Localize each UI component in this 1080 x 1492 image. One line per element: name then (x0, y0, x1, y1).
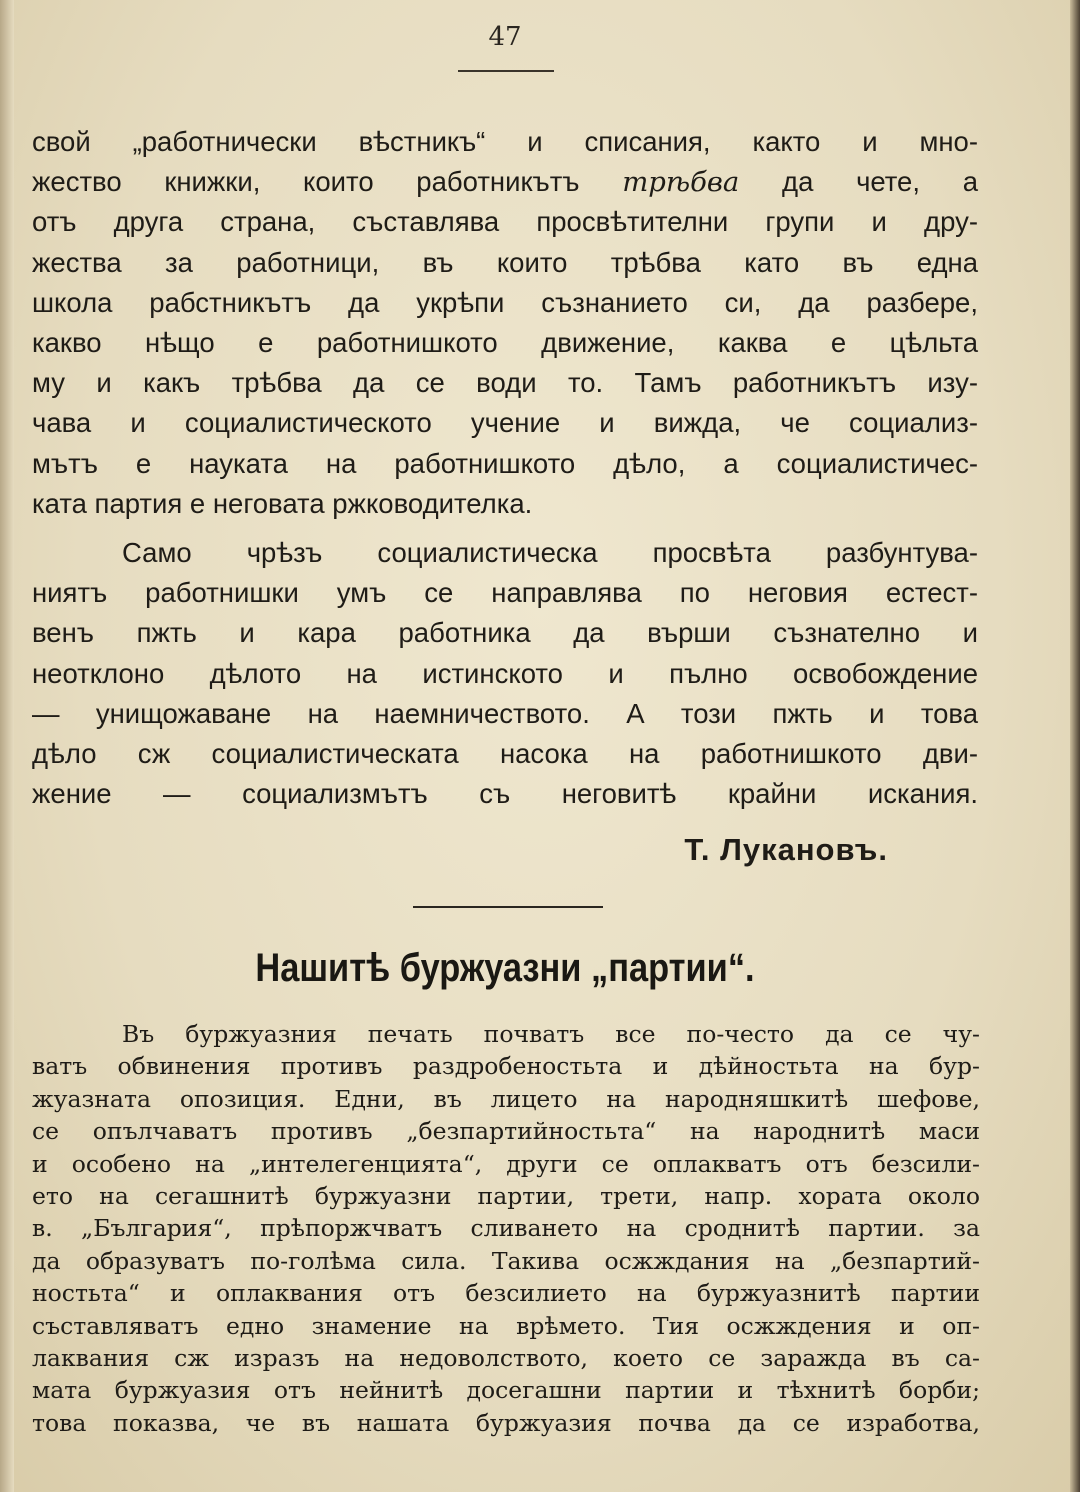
text-line: ката партия е неговата ржководителка. (32, 487, 533, 519)
paragraph-gap (32, 524, 978, 533)
text-fragment: жество книжки, които работникътъ (32, 166, 623, 198)
author-signature: Т. Лукановъ. (684, 832, 888, 867)
text-line: свой „работнически вѣстникъ“ и списания, както и мно- (32, 126, 978, 157)
text-line: чава и социалистическото учение и вижда, че социализ- (32, 407, 978, 439)
text-line: мътъ е науката на работнишкото дѣло, а социалистичес- (32, 447, 978, 479)
text-line: школа рабстникътъ да укрѣпи съзнанието си, да разбере, (32, 286, 978, 318)
text-line: Въ буржуазния печать почватъ все по-често да се чу- (122, 1020, 980, 1048)
article-heading: Нашитѣ буржуазни „партии“. (255, 946, 755, 990)
text-line: и особено на „интелегенцията“, други се оплакватъ отъ безсили- (32, 1149, 980, 1178)
text-line: неотклоно дѣлото на истинското и пълно освобождение (32, 657, 978, 689)
text-line: да образуватъ по-голѣма сила. Такива осжждания на „безпартий- (32, 1246, 980, 1275)
text-line: жуазната опозиция. Едни, въ лицето на народняшкитѣ шефове, (32, 1084, 980, 1113)
text-line: венъ пжть и кара работника да върши съзнателно и (32, 617, 978, 649)
text-line: ето на сегашнитѣ буржуазни партии, трети, напр. хората около (32, 1182, 980, 1211)
text-line: отъ друга страна, съставлява просвѣтителни групи и дру- (32, 206, 978, 238)
text-line: мата буржуазия отъ нейнитѣ досегашни партии и тѣхнитѣ борби; (32, 1376, 980, 1405)
page-number: 47 (488, 22, 522, 52)
article-text (32, 1018, 980, 1439)
text-line: това показва, че въ нашата буржуазия почва да се изработва, (32, 1408, 980, 1437)
text-fragment: да чете, а (739, 166, 978, 198)
text-line: ниятъ работнишки умъ се направлява по неговия естест- (32, 577, 978, 609)
text-line: дѣло сж социалистическата насока на работнишкото дви- (32, 738, 978, 770)
text-line: лаквания сж изразъ на недоволството, което се заражда въ са- (32, 1344, 980, 1373)
text-line: ватъ обвинения противъ раздробеностьта и дѣйностьта на бур- (32, 1052, 980, 1081)
text-line: какво нѣщо е работнишкото движение, каква е цѣльта (32, 327, 978, 359)
body-text (32, 122, 978, 814)
text-line-with-emphasis (32, 162, 978, 202)
text-line: му и какъ трѣбва да се води то. Тамъ работникътъ изу- (32, 367, 978, 399)
text-line: съставляватъ едно знамение на врѣмето. Тия осжждения и оп- (32, 1311, 980, 1340)
section-divider (413, 906, 603, 908)
text-line: ностьта“ и оплаквания отъ безсилието на буржуазнитѣ партии (32, 1279, 980, 1308)
page-left-edge (0, 0, 14, 1492)
header-rule (458, 70, 554, 72)
text-line: жение — социализмътъ съ неговитѣ крайни искания. (32, 778, 978, 810)
text-line: жества за работници, въ които трѣбва като въ една (32, 246, 978, 278)
text-line: се опълчаватъ противъ „безпартийностьта“ на народнитѣ маси (32, 1117, 980, 1146)
text-line: Само чрѣзъ социалистическа просвѣта разбунтува- (122, 537, 978, 569)
text-line: — унищожаване на наемничеството. А този пжть и това (32, 697, 978, 729)
emphasized-word: трѣбва (622, 166, 740, 199)
text-line: в. „България“, прѣпоржчватъ сливането на сроднитѣ партии. за (32, 1214, 980, 1243)
page-right-edge (1070, 0, 1080, 1492)
